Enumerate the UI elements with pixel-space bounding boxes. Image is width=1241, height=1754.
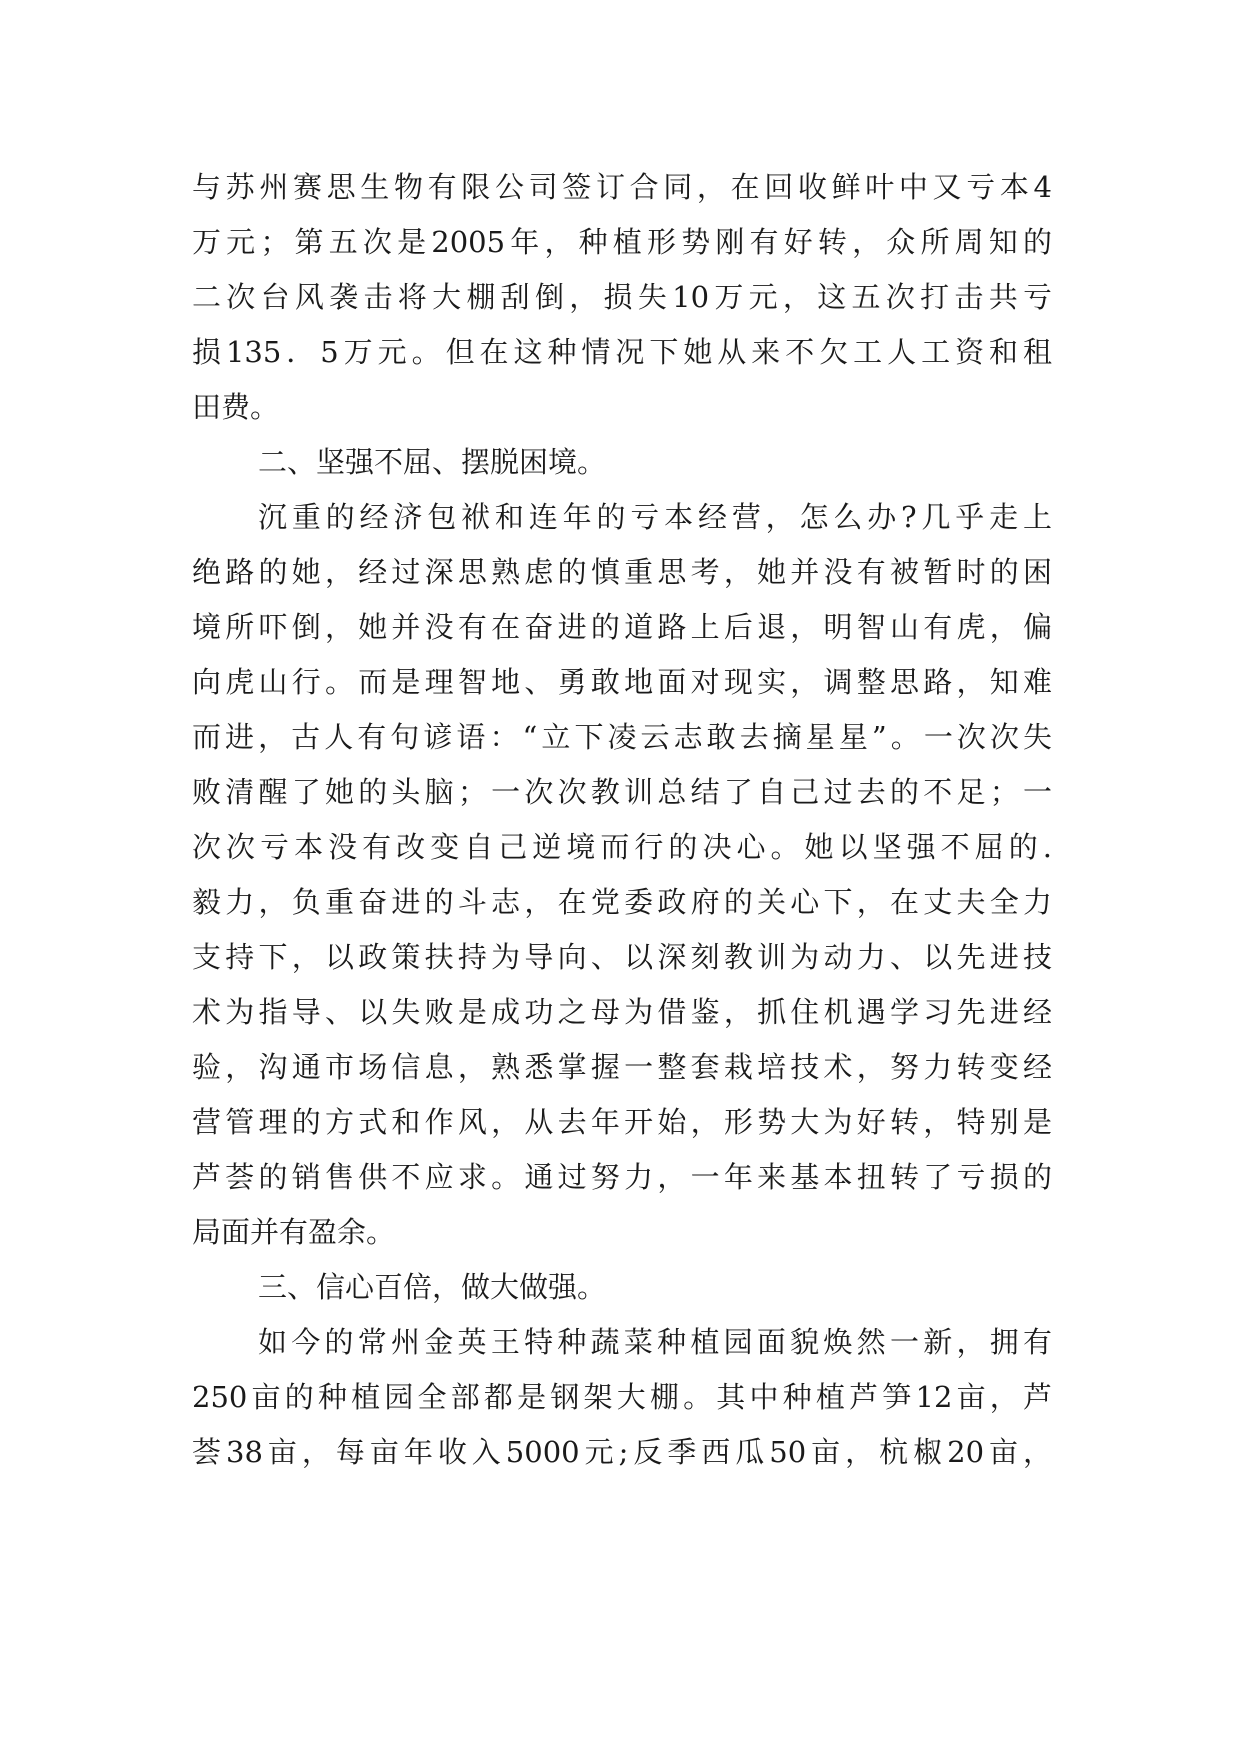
text-line: 境所吓倒，她并没有在奋进的道路上后退，明智山有虎，偏: [192, 610, 1052, 644]
text-line: 芦荟的销售供不应求。通过努力，一年来基本扭转了亏损的: [192, 1160, 1052, 1194]
text-line: 向虎山行。而是理智地、勇敢地面对现实，调整思路，知难: [192, 665, 1052, 699]
section-heading: 三、信心百倍，做大做强。: [258, 1270, 607, 1304]
text-line: 万元；第五次是2005年，种植形势刚有好转，众所周知的: [192, 225, 1052, 259]
text-line: 绝路的她，经过深思熟虑的慎重思考，她并没有被暂时的困: [192, 555, 1052, 589]
text-line: 与苏州赛思生物有限公司签订合同，在回收鲜叶中又亏本4: [192, 170, 1052, 204]
text-line: 次次亏本没有改变自己逆境而行的决心。她以坚强不屈的.: [192, 830, 1052, 864]
text-line: 败清醒了她的头脑；一次次教训总结了自己过去的不足；一: [192, 775, 1052, 809]
text-line: 250亩的种植园全部都是钢架大棚。其中种植芦笋12亩，芦: [192, 1380, 1052, 1414]
text-line: 荟38亩，每亩年收入5000元;反季西瓜50亩，杭椒20亩，: [192, 1435, 1052, 1469]
section-heading: 二、坚强不屈、摆脱困境。: [258, 445, 607, 479]
text-line: 术为指导、以失败是成功之母为借鉴，抓住机遇学习先进经: [192, 995, 1052, 1029]
text-line: 田费。: [192, 390, 280, 424]
text-line: 局面并有盈余。: [192, 1215, 396, 1249]
text-line: 而进，古人有句谚语：“立下凌云志敢去摘星星”。一次次失: [192, 720, 1052, 754]
text-line: 二次台风袭击将大棚刮倒，损失10万元，这五次打击共亏: [192, 280, 1052, 314]
text-line: 毅力，负重奋进的斗志，在党委政府的关心下，在丈夫全力: [192, 885, 1052, 919]
text-line: 支持下，以政策扶持为导向、以深刻教训为动力、以先进技: [192, 940, 1052, 974]
text-line: 营管理的方式和作风，从去年开始，形势大为好转，特别是: [192, 1105, 1052, 1139]
document-page: [192, 160, 1052, 1480]
text-line: 沉重的经济包袱和连年的亏本经营，怎么办?几乎走上: [258, 500, 1052, 534]
text-line: 如今的常州金英王特种蔬菜种植园面貌焕然一新，拥有: [258, 1325, 1052, 1359]
text-line: 损135．5万元。但在这种情况下她从来不欠工人工资和租: [192, 335, 1052, 369]
text-line: 验，沟通市场信息，熟悉掌握一整套栽培技术，努力转变经: [192, 1050, 1052, 1084]
